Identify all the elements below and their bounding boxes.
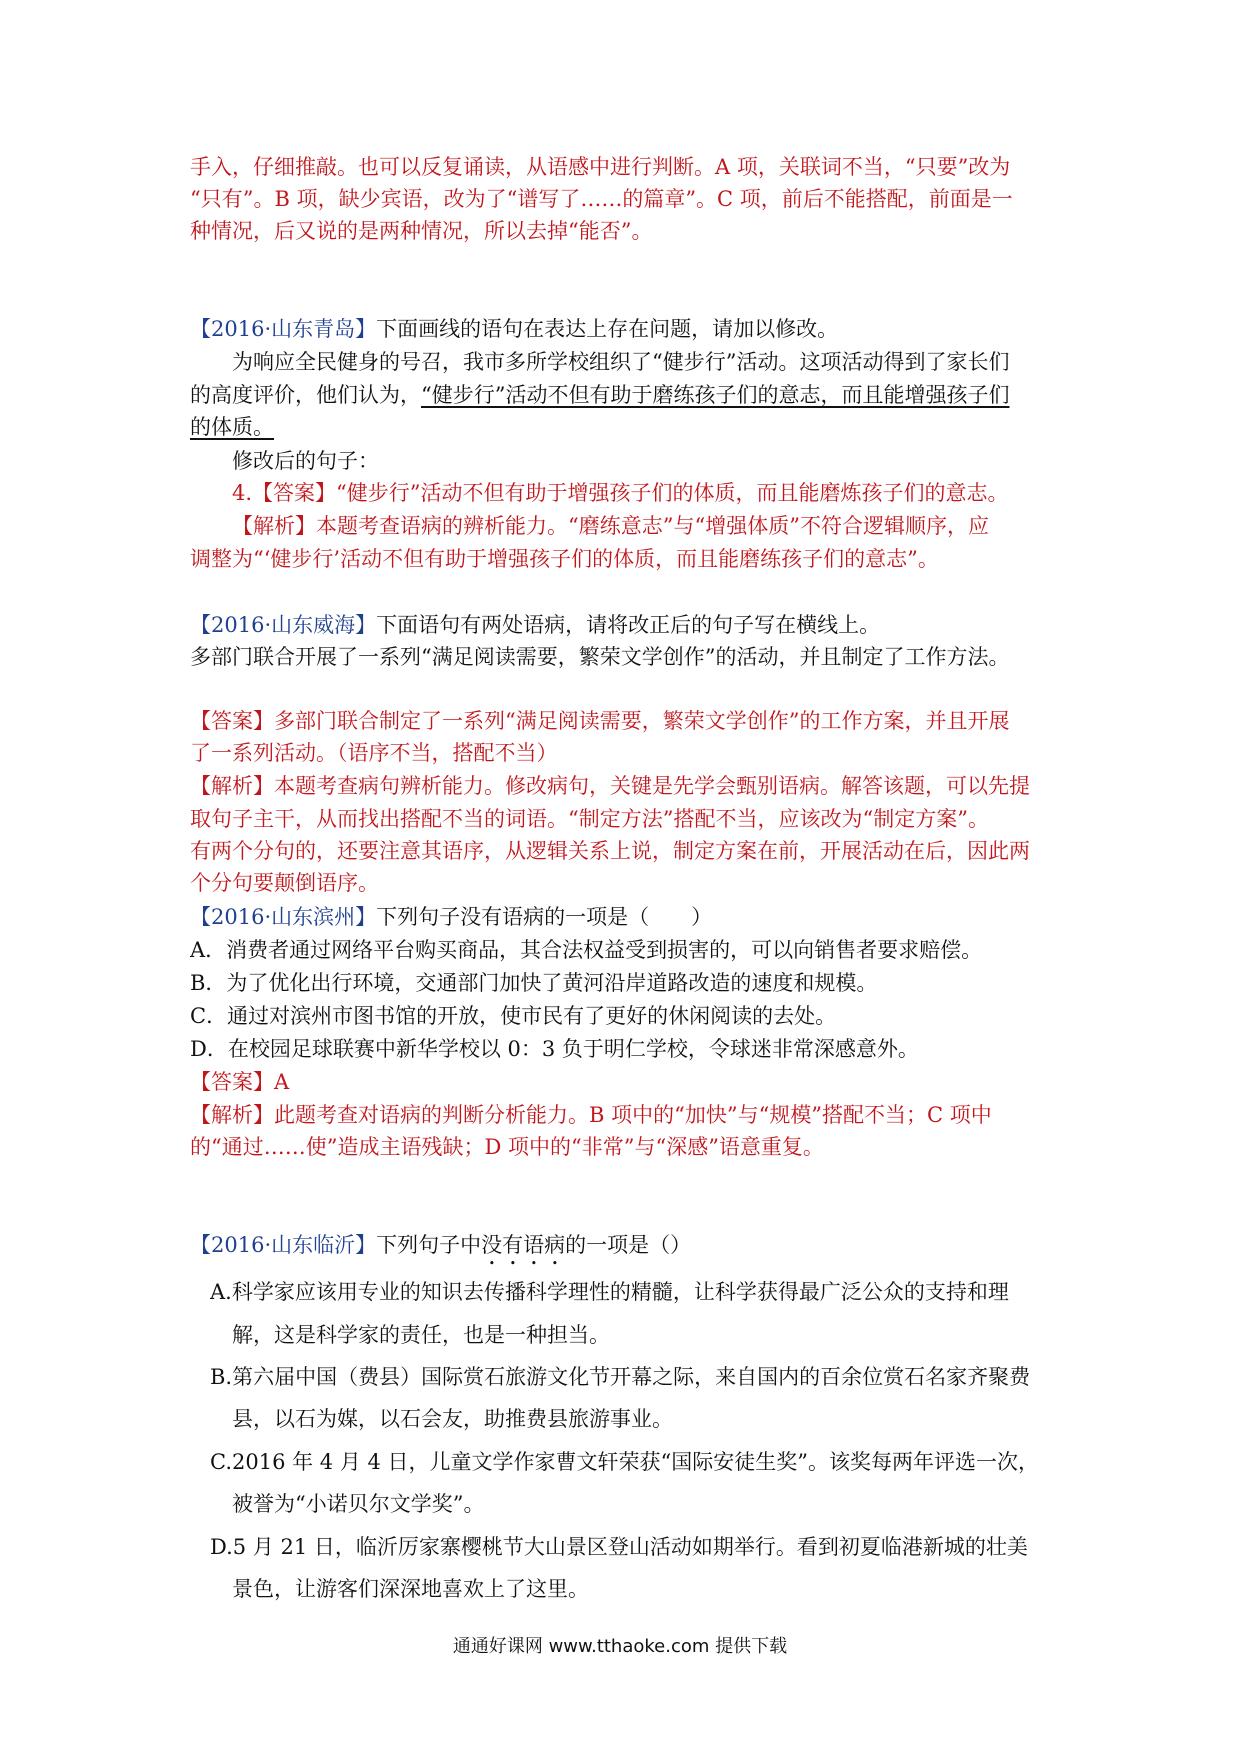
answer-line: 【答案】A (190, 1070, 290, 1094)
analysis-line: 有两个分句的，还要注意其语序，从逻辑关系上说，制定方案在前，开展活动在后，因此两 (190, 839, 1030, 863)
answer-line: 4.【答案】“健步行”活动不但有助于增强孩子们的体质，而且能磨炼孩子们的意志。 (232, 481, 1009, 505)
answer-line: 【答案】多部门联合制定了一系列“满足阅读需要，繁荣文学创作”的工作方案，并且开展 (190, 709, 1010, 733)
answer-line: 了一系列活动。（语序不当，搭配不当） (190, 741, 558, 765)
analysis-line: 个分句要颠倒语序。 (190, 871, 379, 895)
question-source-tag: 【2016·山东临沂】 (190, 1233, 377, 1257)
question-weihai-header (190, 610, 1060, 640)
question-prompt: 下列句子中 (376, 1233, 482, 1257)
option-b: B.第六届中国（费县）国际赏石旅游文化节开幕之际，来自国内的百余位赏石名家齐聚费 (210, 1365, 1031, 1389)
question-prompt: 下面语句有两处语病，请将改正后的句子写在横线上。 (376, 613, 881, 637)
analysis-line: 【解析】本题考查语病的辨析能力。“磨练意志”与“增强体质”不符合逻辑顺序，应 (232, 514, 989, 538)
question-source-tag: 【2016·山东威海】 (190, 613, 377, 637)
option-b: B．为了优化出行环境，交通部门加快了黄河沿岸道路改造的速度和规模。 (190, 971, 878, 995)
emphasized-text: 没有语病 (481, 1233, 566, 1257)
option-d-continued: 景色，让游客们深深地喜欢上了这里。 (232, 1577, 589, 1601)
analysis-line: “只有”。B 项，缺少宾语，改为了“谱写了……的篇章”。C 项，前后不能搭配，前面是一 (190, 187, 1013, 211)
analysis-line: 调整为“‘健步行’活动不但有助于增强孩子们的体质，而且能磨练孩子们的意志”。 (190, 547, 939, 571)
underlined-sentence: 的体质。 (190, 415, 274, 439)
option-d: D.5 月 21 日，临沂厉家寨樱桃节大山景区登山活动如期举行。看到初夏临港新城的壮美 (210, 1535, 1028, 1559)
question-linyi-header (190, 1230, 1060, 1270)
option-b-continued: 县，以石为媒，以石会友，助推费县旅游事业。 (232, 1407, 673, 1431)
question-binzhou-header (190, 902, 1060, 932)
question-prompt: 下列句子没有语病的一项是（ ） (376, 905, 713, 929)
analysis-line: 种情况，后又说的是两种情况，所以去掉“能否”。 (190, 219, 653, 243)
option-a: A.科学家应该用专业的知识去传播科学理性的精髓，让科学获得最广泛公众的支持和理 (210, 1280, 1009, 1304)
question-prompt: 的一项是（） (565, 1233, 692, 1257)
question-source-tag: 【2016·山东青岛】 (190, 317, 377, 341)
page-footer: 通通好课网 www.tthaoke.com 提供下载 (452, 1636, 788, 1657)
option-a-continued: 解，这是科学家的责任，也是一种担当。 (232, 1323, 610, 1347)
option-a: A．消费者通过网络平台购买商品，其合法权益受到损害的，可以向销售者要求赔偿。 (190, 938, 983, 962)
option-d: D．在校园足球联赛中新华学校以 0：3 负于明仁学校，令球迷非常深感意外。 (190, 1037, 919, 1061)
passage-text: 的高度评价，他们认为， (190, 383, 421, 407)
option-c: C.2016 年 4 月 4 日，儿童文学作家曹文轩荣获“国际安徒生奖”。该奖每两年评选一次， (210, 1450, 1040, 1474)
question-sentence: 多部门联合开展了一系列“满足阅读需要，繁荣文学创作”的活动，并且制定了工作方法。 (190, 645, 1010, 669)
question-passage-line: 为响应全民健身的号召，我市多所学校组织了“健步行”活动。这项活动得到了家长们 (232, 350, 1010, 374)
question-passage-line (190, 380, 1060, 410)
question-prompt: 下面画线的语句在表达上存在问题，请加以修改。 (376, 317, 839, 341)
question-source-tag: 【2016·山东滨州】 (190, 905, 377, 929)
underlined-sentence: “健步行”活动不但有助于磨练孩子们的意志，而且能增强孩子们 (421, 383, 1010, 407)
question-qingdao-header (190, 314, 1060, 344)
revise-label: 修改后的句子： (232, 449, 379, 473)
analysis-line: 取句子主干，从而找出搭配不当的词语。“制定方法”搭配不当，应该改为“制定方案”。 (190, 807, 989, 831)
option-c-continued: 被誉为“小诺贝尔文学奖”。 (232, 1492, 485, 1516)
analysis-line: 【解析】本题考查病句辨析能力。修改病句，关键是先学会甄别语病。解答该题，可以先提 (190, 774, 1030, 798)
analysis-line: 手入，仔细推敲。也可以反复诵读，从语感中进行判断。A 项，关联词不当，“只要”改为 (190, 155, 1011, 179)
question-passage-line (190, 412, 1060, 442)
analysis-line: 的“通过……使”造成主语残缺；D 项中的“非常”与“深感”语意重复。 (190, 1135, 824, 1159)
option-c: C．通过对滨州市图书馆的开放，使市民有了更好的休闲阅读的去处。 (190, 1004, 837, 1028)
analysis-line: 【解析】此题考查对语病的判断分析能力。B 项中的“加快”与“规模”搭配不当；C 项中 (190, 1103, 992, 1127)
